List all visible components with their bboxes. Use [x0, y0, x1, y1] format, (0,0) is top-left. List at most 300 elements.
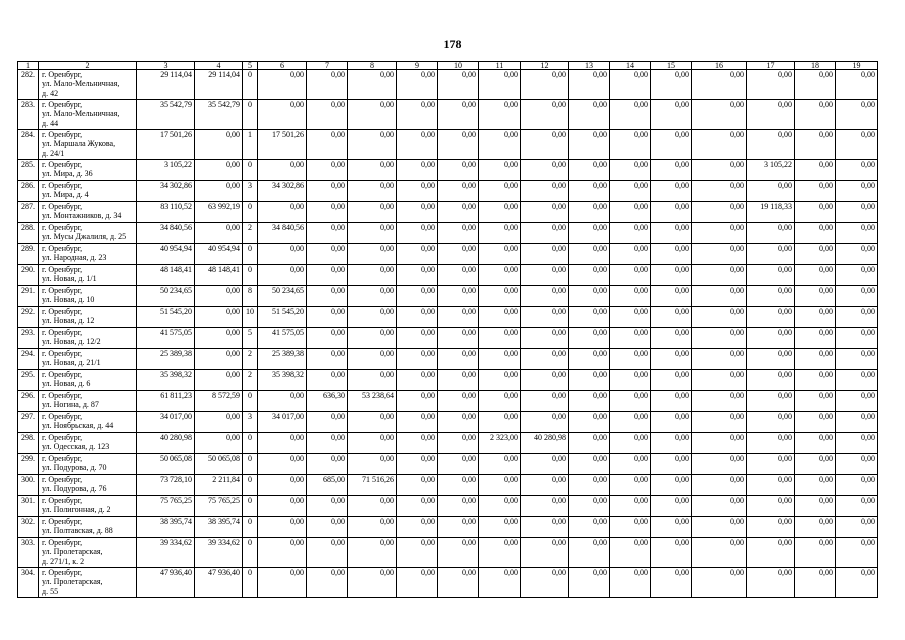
table-row [18, 130, 878, 160]
value-cell: 0,00 [479, 538, 521, 568]
row-number: 296. [18, 391, 39, 412]
address-line: ул. Маршала Жукова, [42, 139, 116, 149]
value-cell: 0,00 [747, 349, 795, 370]
value-cell: 0,00 [438, 349, 479, 370]
value-cell: 0,00 [610, 244, 651, 265]
count-cell: 0 [243, 70, 258, 100]
column-header: 18 [795, 62, 836, 70]
value-cell: 51 545,20 [137, 307, 195, 328]
value-cell: 0,00 [569, 538, 610, 568]
column-header: 10 [438, 62, 479, 70]
column-header: 6 [258, 62, 307, 70]
value-cell: 0,00 [397, 223, 438, 244]
row-number: 301. [18, 496, 39, 517]
value-cell: 0,00 [397, 130, 438, 160]
row-number: 290. [18, 265, 39, 286]
address-line: ул. Ноябрьская, д. 44 [42, 421, 114, 431]
value-cell: 0,00 [438, 286, 479, 307]
value-cell: 0,00 [747, 130, 795, 160]
address-cell [39, 286, 137, 307]
address-line: д. 55 [42, 586, 59, 596]
count-cell: 0 [243, 475, 258, 496]
value-cell: 61 811,23 [137, 391, 195, 412]
address-line: г. Оренбург, [42, 130, 83, 139]
address-line: г. Оренбург, [42, 100, 83, 109]
value-cell: 0,00 [195, 412, 243, 433]
table-row [18, 307, 878, 328]
value-cell: 0,00 [258, 496, 307, 517]
value-cell: 0,00 [747, 538, 795, 568]
value-cell: 34 302,86 [137, 181, 195, 202]
value-cell: 0,00 [610, 265, 651, 286]
count-cell: 0 [243, 496, 258, 517]
value-cell: 0,00 [795, 160, 836, 181]
value-cell: 0,00 [747, 370, 795, 391]
row-number: 292. [18, 307, 39, 328]
address-cell [39, 70, 137, 100]
value-cell: 0,00 [258, 538, 307, 568]
value-cell: 0,00 [610, 538, 651, 568]
value-cell: 0,00 [795, 286, 836, 307]
value-cell: 0,00 [521, 538, 569, 568]
value-cell: 0,00 [397, 181, 438, 202]
count-cell: 2 [243, 349, 258, 370]
column-header: 14 [610, 62, 651, 70]
value-cell: 0,00 [521, 454, 569, 475]
value-cell: 0,00 [479, 160, 521, 181]
value-cell: 0,00 [610, 181, 651, 202]
value-cell: 0,00 [348, 223, 397, 244]
table-row [18, 286, 878, 307]
value-cell: 0,00 [651, 496, 692, 517]
value-cell: 0,00 [521, 181, 569, 202]
value-cell: 34 302,86 [258, 181, 307, 202]
value-cell: 2 323,00 [479, 433, 521, 454]
address-cell [39, 433, 137, 454]
value-cell: 25 389,38 [258, 349, 307, 370]
address-cell [39, 160, 137, 181]
row-number: 302. [18, 517, 39, 538]
column-header: 15 [651, 62, 692, 70]
address-line: г. Оренбург, [42, 244, 83, 253]
value-cell: 0,00 [348, 244, 397, 265]
address-line: ул. Народная, д. 23 [42, 253, 107, 263]
value-cell: 0,00 [747, 223, 795, 244]
column-header: 19 [836, 62, 878, 70]
value-cell: 0,00 [195, 307, 243, 328]
value-cell: 0,00 [610, 391, 651, 412]
column-header: 16 [692, 62, 747, 70]
address-line: ул. Мало-Мельничная, [42, 109, 120, 119]
value-cell: 0,00 [747, 517, 795, 538]
value-cell: 73 728,10 [137, 475, 195, 496]
value-cell: 0,00 [569, 328, 610, 349]
value-cell: 0,00 [438, 568, 479, 598]
value-cell: 0,00 [397, 517, 438, 538]
table-row [18, 370, 878, 391]
value-cell: 34 017,00 [137, 412, 195, 433]
value-cell: 0,00 [307, 307, 348, 328]
value-cell: 0,00 [479, 370, 521, 391]
value-cell: 0,00 [479, 70, 521, 100]
value-cell: 0,00 [438, 307, 479, 328]
value-cell: 0,00 [258, 391, 307, 412]
value-cell: 0,00 [569, 100, 610, 130]
value-cell: 0,00 [692, 100, 747, 130]
address-cell [39, 538, 137, 568]
count-cell: 2 [243, 223, 258, 244]
address-cell [39, 517, 137, 538]
row-number: 294. [18, 349, 39, 370]
value-cell: 50 065,08 [195, 454, 243, 475]
address-cell [39, 223, 137, 244]
value-cell: 0,00 [795, 349, 836, 370]
value-cell: 19 118,33 [747, 202, 795, 223]
value-cell: 0,00 [795, 100, 836, 130]
value-cell: 0,00 [397, 370, 438, 391]
value-cell: 0,00 [397, 433, 438, 454]
value-cell: 0,00 [307, 181, 348, 202]
row-number: 293. [18, 328, 39, 349]
address-line: г. Оренбург, [42, 349, 83, 358]
value-cell: 0,00 [348, 433, 397, 454]
address-line: г. Оренбург, [42, 538, 83, 547]
value-cell: 0,00 [397, 100, 438, 130]
value-cell: 0,00 [438, 328, 479, 349]
value-cell: 0,00 [348, 412, 397, 433]
address-line: ул. Мира, д. 36 [42, 169, 93, 179]
value-cell: 0,00 [836, 265, 878, 286]
value-cell: 0,00 [479, 130, 521, 160]
address-cell [39, 370, 137, 391]
address-line: г. Оренбург, [42, 181, 83, 190]
value-cell: 41 575,05 [137, 328, 195, 349]
value-cell: 0,00 [795, 454, 836, 475]
value-cell: 0,00 [692, 349, 747, 370]
value-cell: 0,00 [348, 454, 397, 475]
value-cell: 0,00 [795, 496, 836, 517]
value-cell: 0,00 [651, 202, 692, 223]
table-row [18, 100, 878, 130]
value-cell: 17 501,26 [258, 130, 307, 160]
value-cell: 0,00 [795, 244, 836, 265]
value-cell: 0,00 [307, 286, 348, 307]
table-row [18, 265, 878, 286]
value-cell: 0,00 [521, 100, 569, 130]
value-cell: 0,00 [795, 475, 836, 496]
value-cell: 0,00 [195, 181, 243, 202]
row-number: 285. [18, 160, 39, 181]
value-cell: 0,00 [651, 244, 692, 265]
count-cell: 0 [243, 568, 258, 598]
value-cell: 0,00 [258, 568, 307, 598]
count-cell: 0 [243, 160, 258, 181]
row-number: 287. [18, 202, 39, 223]
column-header: 3 [137, 62, 195, 70]
value-cell: 0,00 [438, 70, 479, 100]
address-cell [39, 412, 137, 433]
row-number: 286. [18, 181, 39, 202]
value-cell: 0,00 [692, 244, 747, 265]
address-line: г. Оренбург, [42, 328, 83, 337]
address-line: г. Оренбург, [42, 517, 83, 526]
column-header: 4 [195, 62, 243, 70]
value-cell: 48 148,41 [137, 265, 195, 286]
value-cell: 0,00 [195, 349, 243, 370]
value-cell: 0,00 [610, 223, 651, 244]
column-header: 5 [243, 62, 258, 70]
value-cell: 0,00 [348, 100, 397, 130]
value-cell: 0,00 [569, 433, 610, 454]
value-cell: 0,00 [651, 349, 692, 370]
value-cell: 0,00 [479, 412, 521, 433]
value-cell: 0,00 [438, 433, 479, 454]
value-cell: 0,00 [348, 265, 397, 286]
address-cell [39, 244, 137, 265]
value-cell: 2 211,84 [195, 475, 243, 496]
value-cell: 0,00 [348, 70, 397, 100]
value-cell: 0,00 [569, 391, 610, 412]
value-cell: 0,00 [795, 307, 836, 328]
address-cell [39, 130, 137, 160]
value-cell: 38 395,74 [137, 517, 195, 538]
count-cell: 0 [243, 244, 258, 265]
address-line: г. Оренбург, [42, 496, 83, 505]
row-number: 289. [18, 244, 39, 265]
count-cell: 0 [243, 517, 258, 538]
value-cell: 0,00 [307, 433, 348, 454]
value-cell: 0,00 [836, 202, 878, 223]
value-cell: 0,00 [258, 454, 307, 475]
value-cell: 0,00 [479, 202, 521, 223]
value-cell: 0,00 [836, 130, 878, 160]
value-cell: 0,00 [397, 202, 438, 223]
value-cell: 0,00 [521, 496, 569, 517]
address-cell [39, 349, 137, 370]
value-cell: 0,00 [521, 223, 569, 244]
value-cell: 685,00 [307, 475, 348, 496]
value-cell: 0,00 [569, 181, 610, 202]
address-line: ул. Ногина, д. 87 [42, 400, 99, 410]
value-cell: 0,00 [258, 517, 307, 538]
value-cell: 0,00 [610, 328, 651, 349]
column-header: 13 [569, 62, 610, 70]
value-cell: 0,00 [795, 370, 836, 391]
table-row [18, 496, 878, 517]
count-cell: 0 [243, 433, 258, 454]
value-cell: 63 992,19 [195, 202, 243, 223]
value-cell: 0,00 [307, 568, 348, 598]
address-line: ул. Новая, д. 6 [42, 379, 91, 389]
value-cell: 0,00 [836, 223, 878, 244]
table-row [18, 202, 878, 223]
address-line: г. Оренбург, [42, 223, 83, 232]
value-cell: 0,00 [438, 412, 479, 433]
value-cell: 0,00 [307, 100, 348, 130]
value-cell: 0,00 [747, 100, 795, 130]
address-line: ул. Новая, д. 1/1 [42, 274, 97, 284]
value-cell: 0,00 [692, 202, 747, 223]
value-cell: 0,00 [195, 130, 243, 160]
value-cell: 0,00 [258, 100, 307, 130]
column-header: 7 [307, 62, 348, 70]
value-cell: 0,00 [521, 475, 569, 496]
value-cell: 0,00 [651, 370, 692, 391]
count-cell: 5 [243, 328, 258, 349]
value-cell: 0,00 [479, 496, 521, 517]
table-row [18, 412, 878, 433]
value-cell: 83 110,52 [137, 202, 195, 223]
count-cell: 3 [243, 412, 258, 433]
value-cell: 3 105,22 [137, 160, 195, 181]
value-cell: 0,00 [836, 286, 878, 307]
value-cell: 0,00 [651, 328, 692, 349]
value-cell: 41 575,05 [258, 328, 307, 349]
table-row [18, 223, 878, 244]
value-cell: 0,00 [569, 412, 610, 433]
value-cell: 0,00 [795, 328, 836, 349]
value-cell: 47 936,40 [137, 568, 195, 598]
address-line: ул. Полтавская, д. 88 [42, 526, 113, 536]
value-cell: 0,00 [397, 538, 438, 568]
value-cell: 17 501,26 [137, 130, 195, 160]
value-cell: 0,00 [610, 412, 651, 433]
header-row [18, 62, 878, 70]
value-cell: 0,00 [692, 568, 747, 598]
value-cell: 0,00 [651, 130, 692, 160]
value-cell: 0,00 [521, 130, 569, 160]
value-cell: 38 395,74 [195, 517, 243, 538]
value-cell: 0,00 [438, 454, 479, 475]
address-cell [39, 202, 137, 223]
address-line: г. Оренбург, [42, 568, 83, 577]
count-cell: 2 [243, 370, 258, 391]
table-row [18, 244, 878, 265]
row-number: 297. [18, 412, 39, 433]
value-cell: 0,00 [692, 160, 747, 181]
value-cell: 636,30 [307, 391, 348, 412]
value-cell: 0,00 [521, 70, 569, 100]
value-cell: 0,00 [569, 160, 610, 181]
value-cell: 0,00 [438, 370, 479, 391]
address-line: г. Оренбург, [42, 286, 83, 295]
value-cell: 0,00 [307, 454, 348, 475]
value-cell: 0,00 [569, 286, 610, 307]
value-cell: 0,00 [795, 223, 836, 244]
address-cell [39, 307, 137, 328]
value-cell: 75 765,25 [137, 496, 195, 517]
value-cell: 50 065,08 [137, 454, 195, 475]
value-cell: 50 234,65 [258, 286, 307, 307]
value-cell: 0,00 [836, 70, 878, 100]
value-cell: 0,00 [747, 412, 795, 433]
value-cell: 35 398,32 [258, 370, 307, 391]
value-cell: 0,00 [438, 265, 479, 286]
value-cell: 0,00 [438, 517, 479, 538]
column-header: 17 [747, 62, 795, 70]
value-cell: 0,00 [836, 349, 878, 370]
table-row [18, 454, 878, 475]
value-cell: 0,00 [569, 202, 610, 223]
value-cell: 0,00 [307, 265, 348, 286]
value-cell: 29 114,04 [137, 70, 195, 100]
value-cell: 0,00 [836, 391, 878, 412]
value-cell: 0,00 [747, 391, 795, 412]
value-cell: 0,00 [348, 568, 397, 598]
address-line: ул. Новая, д. 21/1 [42, 358, 101, 368]
value-cell: 0,00 [747, 181, 795, 202]
value-cell: 0,00 [307, 223, 348, 244]
value-cell: 0,00 [610, 202, 651, 223]
address-line: г. Оренбург, [42, 391, 83, 400]
table-row [18, 517, 878, 538]
value-cell: 0,00 [795, 568, 836, 598]
count-cell: 0 [243, 454, 258, 475]
address-line: ул. Монтажников, д. 34 [42, 211, 122, 221]
value-cell: 0,00 [438, 202, 479, 223]
value-cell: 0,00 [479, 349, 521, 370]
value-cell: 40 954,94 [137, 244, 195, 265]
value-cell: 0,00 [479, 265, 521, 286]
value-cell: 0,00 [348, 286, 397, 307]
column-header: 2 [39, 62, 137, 70]
value-cell: 0,00 [610, 475, 651, 496]
table-row [18, 160, 878, 181]
value-cell: 0,00 [692, 223, 747, 244]
value-cell: 0,00 [747, 433, 795, 454]
value-cell: 0,00 [692, 412, 747, 433]
value-cell: 0,00 [651, 100, 692, 130]
value-cell: 0,00 [307, 202, 348, 223]
value-cell: 0,00 [307, 496, 348, 517]
table-row [18, 391, 878, 412]
value-cell: 0,00 [795, 70, 836, 100]
address-line: ул. Пролетарская, [42, 547, 103, 557]
table-row [18, 475, 878, 496]
value-cell: 0,00 [307, 517, 348, 538]
table-row [18, 181, 878, 202]
value-cell: 0,00 [651, 307, 692, 328]
value-cell: 0,00 [307, 130, 348, 160]
address-line: г. Оренбург, [42, 160, 83, 169]
row-number: 304. [18, 568, 39, 598]
value-cell: 0,00 [692, 475, 747, 496]
value-cell: 0,00 [397, 307, 438, 328]
value-cell: 0,00 [479, 244, 521, 265]
value-cell: 0,00 [836, 244, 878, 265]
table-row [18, 349, 878, 370]
value-cell: 0,00 [307, 160, 348, 181]
value-cell: 0,00 [747, 568, 795, 598]
column-header: 9 [397, 62, 438, 70]
value-cell: 0,00 [521, 349, 569, 370]
value-cell: 0,00 [692, 328, 747, 349]
value-cell: 0,00 [692, 517, 747, 538]
value-cell: 0,00 [438, 244, 479, 265]
value-cell: 0,00 [479, 517, 521, 538]
value-cell: 0,00 [258, 160, 307, 181]
value-cell: 0,00 [348, 370, 397, 391]
count-cell: 1 [243, 130, 258, 160]
row-number: 299. [18, 454, 39, 475]
value-cell: 35 542,79 [137, 100, 195, 130]
value-cell: 0,00 [651, 181, 692, 202]
count-cell: 8 [243, 286, 258, 307]
value-cell: 0,00 [836, 496, 878, 517]
value-cell: 0,00 [307, 70, 348, 100]
value-cell: 0,00 [651, 70, 692, 100]
address-cell [39, 454, 137, 475]
